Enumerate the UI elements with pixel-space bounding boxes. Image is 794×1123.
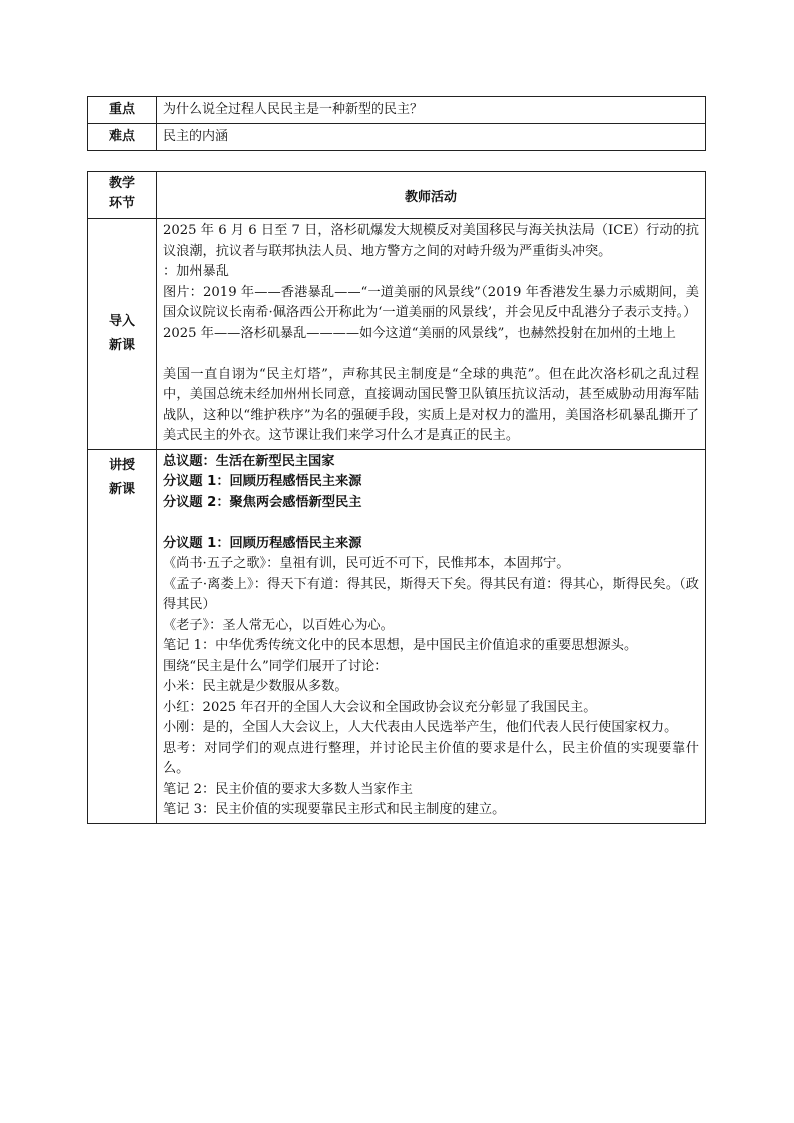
stage-label-line-1: 导入	[108, 313, 135, 329]
subtopic-heading: 分议题 2：聚焦两会感悟新型民主	[163, 494, 362, 510]
paragraph: 思考：对同学们的观点进行整理，并讨论民主价值的要求是什么，民主价值的实现要靠什么。	[163, 740, 699, 776]
paragraph: 笔记 3：民主价值的实现要靠民主形式和民主制度的建立。	[163, 802, 506, 817]
activity-column-header: 教师活动	[157, 172, 706, 219]
stage-label-intro	[88, 219, 157, 450]
difficulty-value: 民主的内涵	[157, 124, 706, 151]
table-header-row	[88, 172, 706, 219]
paragraph: 《孟子·离娄上》：得天下有道：得其民，斯得天下矣。得其民有道：得其心，斯得民矣。（政得其民）	[163, 576, 699, 612]
key-points-table	[87, 96, 706, 151]
paragraph: 小米：民主就是少数服从多数。	[163, 679, 348, 694]
difficulty-label: 难点	[88, 124, 157, 151]
paragraph: 小刚：是的，全国人大会议上，人大代表由人民选举产生，他们代表人民行使国家权力。	[163, 720, 678, 735]
intro-content	[157, 219, 706, 450]
stage-header-line-1: 教学	[108, 176, 135, 191]
lesson-plan-table	[87, 171, 706, 824]
table-row	[88, 219, 706, 450]
paragraph: 笔记 2：民主价值的要求大多数人当家作主	[163, 781, 413, 797]
key-point-label: 重点	[88, 97, 157, 124]
stage-label-line-1: 讲授	[108, 457, 135, 473]
paragraph: ：加州暴乱	[163, 264, 229, 279]
paragraph: 《老子》：圣人常无心，以百姓心为心。	[163, 617, 394, 633]
stage-label-line-2: 新课	[108, 481, 135, 497]
paragraph: 2025 年 6 月 6 日至 7 日，洛杉矶爆发大规模反对美国移民与海关执法局（ICE）行动的抗议浪潮，抗议者与联邦执法人员、地方警方之间的对峙升级为严重街头冲突。	[163, 223, 699, 259]
key-point-value: 为什么说全过程人民民主是一种新型的民主？	[157, 97, 706, 124]
subtopic-heading: 分议题 1：回顾历程感悟民主来源	[163, 535, 362, 551]
paragraph: 围绕“民主是什么”同学们展开了讨论：	[163, 658, 388, 674]
stage-label-teaching	[88, 449, 157, 823]
paragraph: 美国一直自诩为“民主灯塔”，声称其民主制度是“全球的典范”。但在此次洛杉矶之乱过程中，美国总统未经加州州长同意，直接调动国民警卫队镇压抗议活动，甚至威胁动用海军陆战队，这种以“维护秩序”为名的强硬手段，实质上是对权力的滥用，美国洛杉矶暴乱撕开了美式民主的外衣。这节课让我们来学习什么才是真正的民主。	[163, 366, 699, 443]
teaching-content	[157, 449, 706, 823]
table-row	[88, 124, 706, 151]
table-row	[88, 449, 706, 823]
table-row	[88, 97, 706, 124]
stage-label-line-2: 新课	[108, 337, 135, 353]
subtopic-heading: 分议题 1：回顾历程感悟民主来源	[163, 474, 362, 489]
stage-header-line-2: 环节	[108, 196, 135, 211]
paragraph: 图片：2019 年——香港暴乱——“一道美丽的风景线”（2019 年香港发生暴力示威期间，美国众议院议长南希·佩洛西公开称此为‘一道美丽的风景线’，并会见反中乱港分子表示支持。）	[163, 284, 699, 320]
paragraph: 小红：2025 年召开的全国人大会议和全国政协会议充分彰显了我国民主。	[163, 699, 597, 715]
topic-heading: 总议题：生活在新型民主国家	[163, 453, 335, 469]
stage-column-header	[88, 172, 157, 219]
paragraph: 笔记 1：中华优秀传统文化中的民本思想，是中国民主价值追求的重要思想源头。	[163, 638, 638, 653]
paragraph: 《尚书·五子之歌》：皇祖有训，民可近不可下，民惟邦本，本固邦宁。	[163, 556, 570, 571]
paragraph: 2025 年——洛杉矶暴乱————如今这道“美丽的风景线”，也赫然投射在加州的土地上	[163, 325, 676, 341]
